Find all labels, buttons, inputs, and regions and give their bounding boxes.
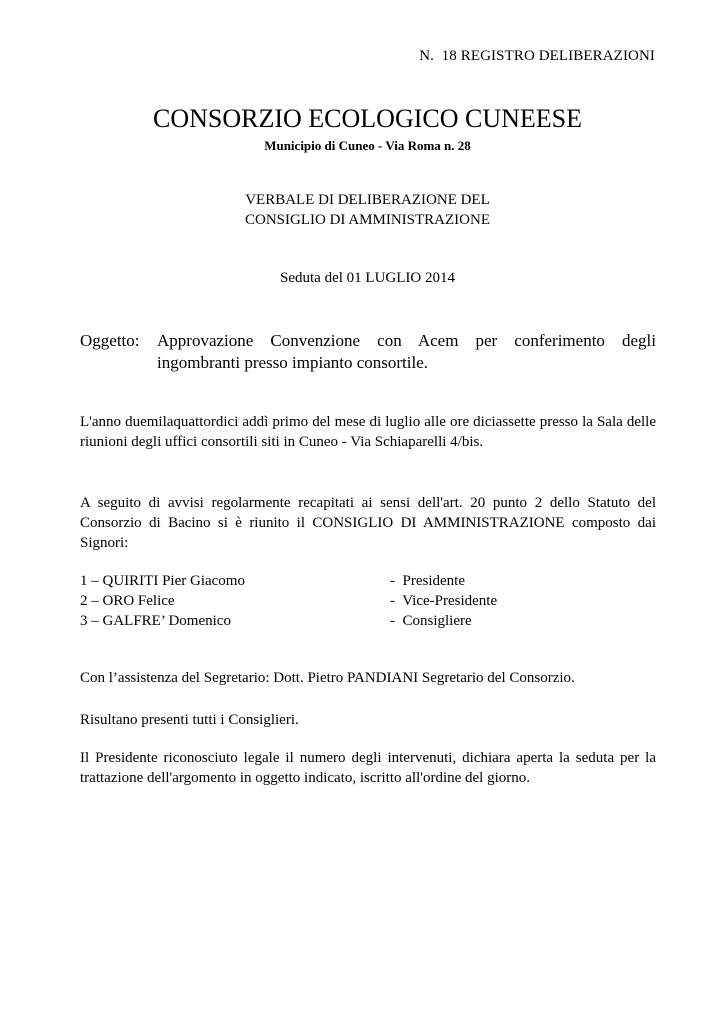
intro-paragraph: L'anno duemilaquattordici addì primo del mese di luglio alle ore diciassette presso la Sala delle riunioni degli uffici consortili siti in Cuneo - Via Schiaparelli 4/bis. bbox=[80, 414, 656, 450]
attendance-paragraph: Risultano presenti tutti i Consiglieri. bbox=[80, 712, 299, 728]
list-item bbox=[80, 571, 656, 591]
document-type-line-1: VERBALE DI DELIBERAZIONE DEL bbox=[245, 192, 490, 208]
member-name: 3 – GALFRE’ Domenico bbox=[80, 613, 231, 629]
session-date: Seduta del 01 LUGLIO 2014 bbox=[280, 270, 455, 286]
register-number: N. 18 REGISTRO DELIBERAZIONI bbox=[419, 48, 655, 64]
members-list bbox=[80, 571, 656, 631]
organization-title: CONSORZIO ECOLOGICO CUNEESE bbox=[153, 104, 582, 133]
convocation-paragraph: A seguito di avvisi regolarmente recapitati ai sensi dell'art. 20 punto 2 dello Statuto del Consorzio di Bacino si è riunito il CONSIGLIO DI AMMINISTRAZIONE composto dai Signori: bbox=[80, 495, 656, 551]
document-type bbox=[0, 190, 725, 230]
member-role: - Vice-Presidente bbox=[390, 593, 498, 609]
document-type-line-2: CONSIGLIO DI AMMINISTRAZIONE bbox=[245, 212, 490, 228]
organization-address: Municipio di Cuneo - Via Roma n. 28 bbox=[264, 138, 471, 153]
member-name: 1 – QUIRITI Pier Giacomo bbox=[80, 573, 245, 589]
subject-block bbox=[80, 330, 656, 374]
member-name: 2 – ORO Felice bbox=[80, 593, 175, 609]
member-role: - Consigliere bbox=[390, 613, 472, 629]
subject-label: Oggetto: bbox=[80, 331, 140, 350]
opening-paragraph: Il Presidente riconosciuto legale il numero degli intervenuti, dichiara aperta la seduta per la trattazione dell'argomento in oggetto indicato, iscritto all'ordine del giorno. bbox=[80, 750, 656, 786]
list-item bbox=[80, 591, 656, 611]
member-role: - Presidente bbox=[390, 573, 465, 589]
list-item bbox=[80, 611, 656, 631]
secretary-paragraph: Con l’assistenza del Segretario: Dott. Pietro PANDIANI Segretario del Consorzio. bbox=[80, 670, 575, 686]
subject-text: Approvazione Convenzione con Acem per conferimento degli ingombranti presso impianto consortile. bbox=[157, 331, 656, 372]
